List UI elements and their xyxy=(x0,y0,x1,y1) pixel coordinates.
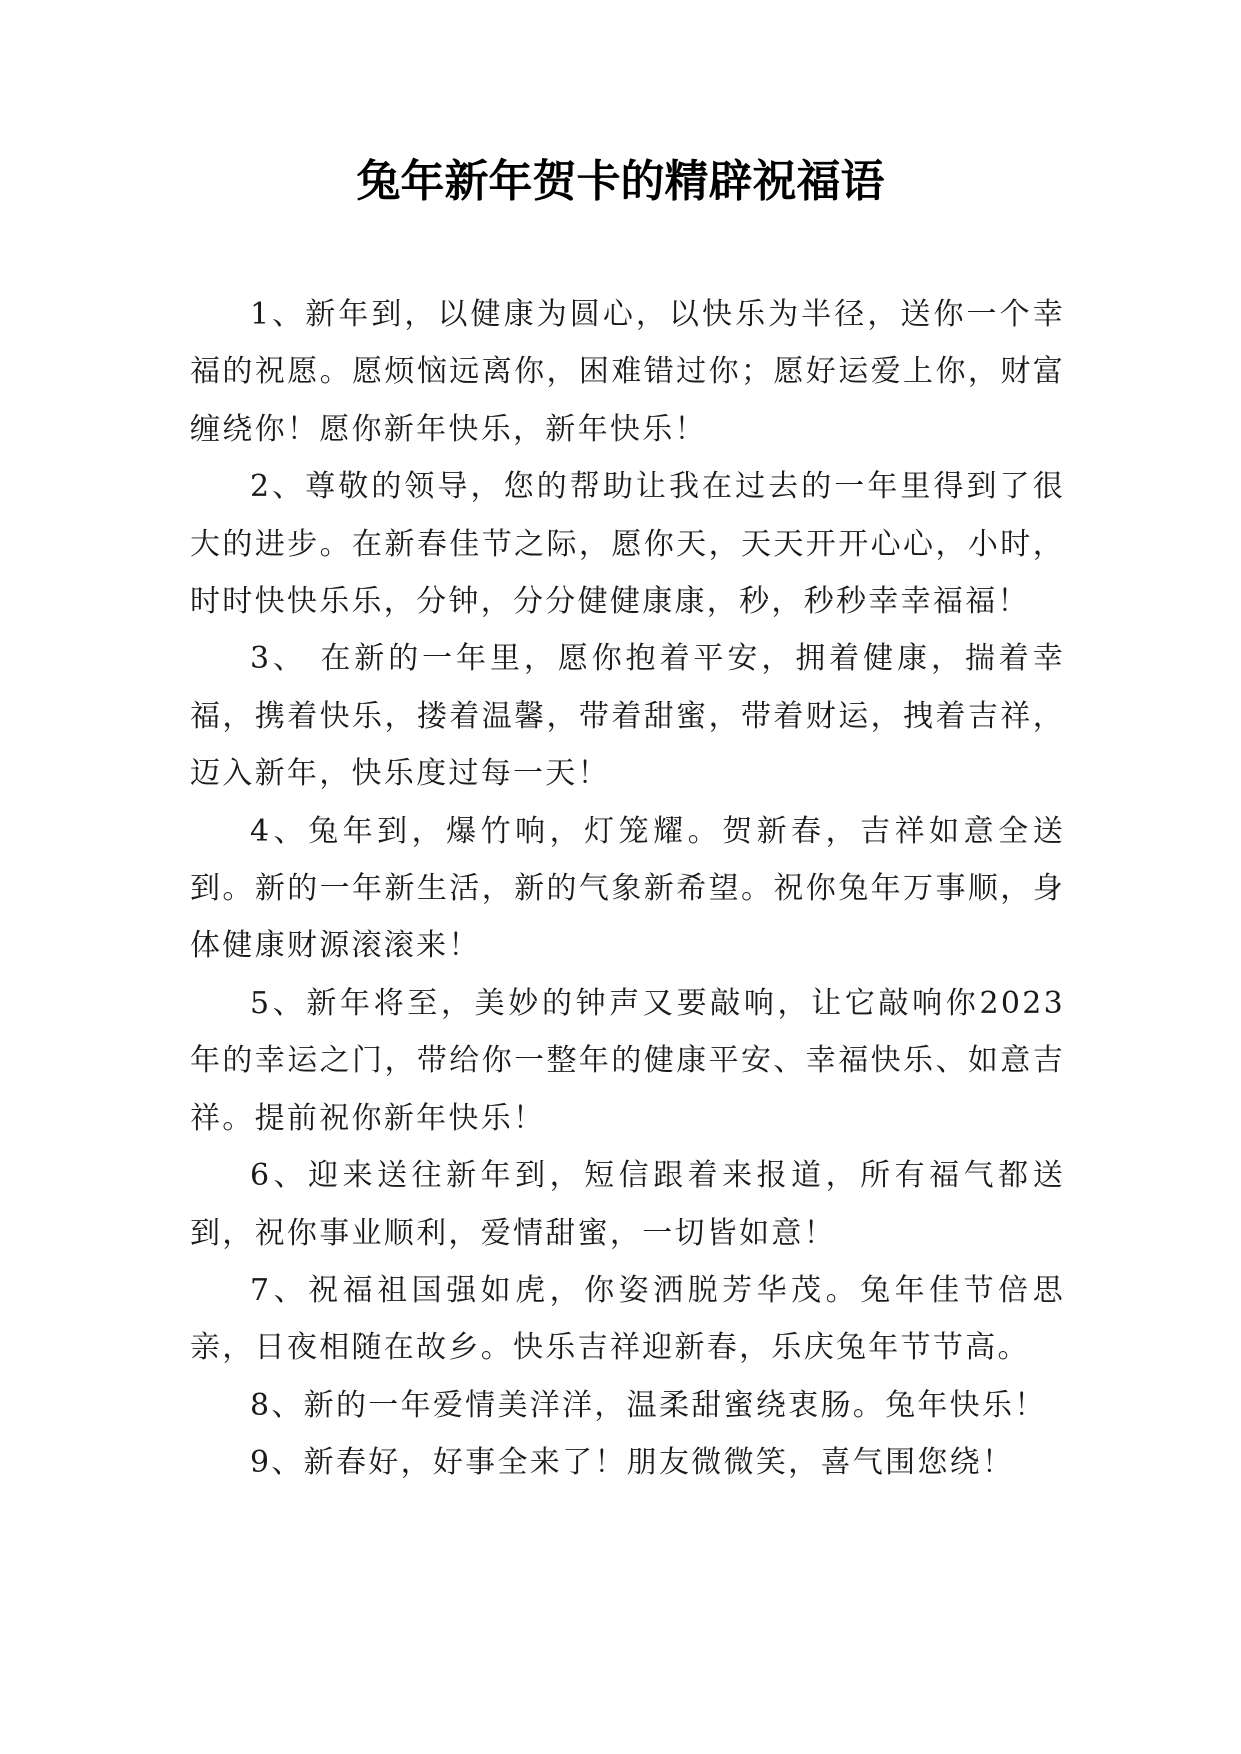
paragraph-2: 2、尊敬的领导，您的帮助让我在过去的一年里得到了很大的进步。在新春佳节之际，愿你天，天天开开心心，小时，时时快快乐乐，分钟，分分健健康康，秒，秒秒幸幸福福！ xyxy=(190,469,1065,620)
paragraph-5: 5、新年将至，美妙的钟声又要敲响，让它敲响你2023年的幸运之门，带给你一整年的健康平安、幸福快乐、如意吉祥。提前祝你新年快乐！ xyxy=(190,985,1065,1136)
paragraph-7: 7、祝福祖国强如虎，你姿洒脱芳华茂。兔年佳节倍思亲，日夜相随在故乡。快乐吉祥迎新春，乐庆兔年节节高。 xyxy=(190,1272,1065,1366)
paragraph-8: 8、新的一年爱情美洋洋，温柔甜蜜绕衷肠。兔年快乐！ xyxy=(250,1387,1047,1423)
document-body xyxy=(190,286,1065,1492)
paragraph-4: 4、兔年到，爆竹响，灯笼耀。贺新春，吉祥如意全送到。新的一年新生活，新的气象新希望。祝你兔年万事顺，身体健康财源滚滚来！ xyxy=(190,813,1065,964)
paragraph-3: 3、 在新的一年里，愿你抱着平安，拥着健康，揣着幸福，携着快乐，搂着温馨，带着甜蜜，带着财运，拽着吉祥，迈入新年，快乐度过每一天！ xyxy=(190,641,1065,792)
document-title: 兔年新年贺卡的精辟祝福语 xyxy=(356,156,885,207)
paragraph-6: 6、迎来送往新年到，短信跟着来报道，所有福气都送到，祝你事业顺利，爱情甜蜜，一切皆如意！ xyxy=(190,1158,1065,1251)
paragraph-9: 9、新春好，好事全来了！朋友微微笑，喜气围您绕！ xyxy=(250,1445,1015,1481)
paragraph-1: 1、新年到，以健康为圆心，以快乐为半径，送你一个幸福的祝愿。愿烦恼远离你，困难错过你；愿好运爱上你，财富缠绕你！愿你新年快乐，新年快乐！ xyxy=(190,297,1065,447)
